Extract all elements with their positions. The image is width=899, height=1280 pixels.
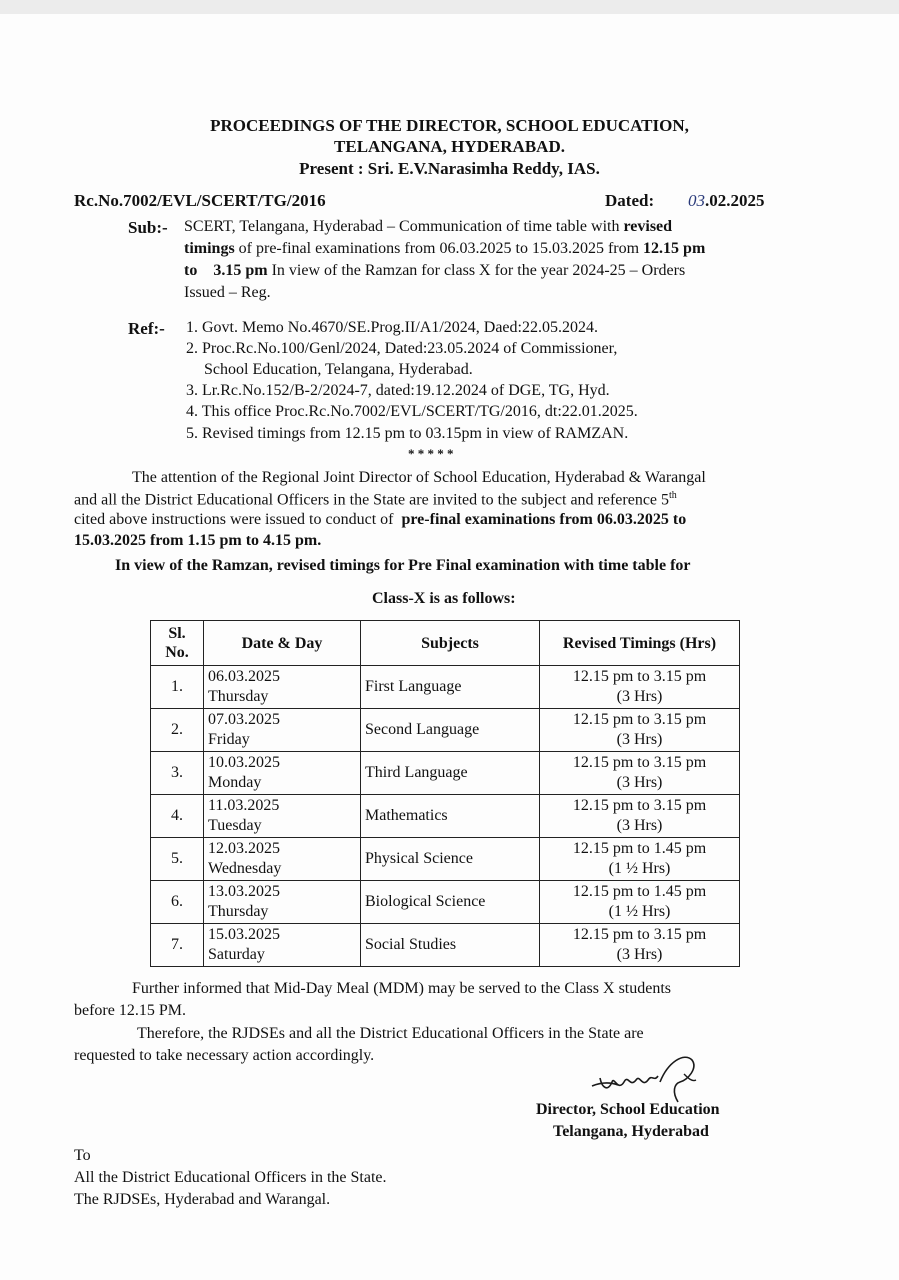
cell-sl-no: 3. [151, 752, 204, 795]
to-label: To [74, 1147, 91, 1164]
cell-revised-timing: 12.15 pm to 3.15 pm (3 Hrs) [540, 795, 740, 838]
table-row [151, 666, 740, 709]
ref-item-1: 1. Govt. Memo No.4670/SE.Prog.II/A1/2024, Daed:22.05.2024. [186, 319, 598, 336]
ref-item-5: 5. Revised timings from 12.15 pm to 03.15pm in view of RAMZAN. [186, 425, 629, 442]
signatory-title: Director, School Education [536, 1101, 720, 1118]
table-row [151, 752, 740, 795]
dated-label: Dated: [605, 191, 655, 210]
signature-image [588, 1052, 708, 1104]
header-present: Present : Sri. E.V.Narasimha Reddy, IAS. [299, 159, 600, 178]
ref-label: Ref:- [128, 319, 165, 338]
cell-date-day: 11.03.2025 Tuesday [204, 795, 361, 838]
header-date-day: Date & Day [204, 621, 361, 666]
table-row [151, 795, 740, 838]
cell-subject: First Language [361, 666, 540, 709]
timetable [150, 620, 740, 967]
cell-sl-no: 2. [151, 709, 204, 752]
dated-value [688, 191, 765, 211]
cell-date-day: 12.03.2025 Wednesday [204, 838, 361, 881]
subject-line-2: timings of pre-final examinations from 06.03.2025 to 15.03.2025 from 12.15 pm [184, 240, 706, 257]
cell-sl-no: 6. [151, 881, 204, 924]
para4-line2: requested to take necessary action accordingly. [74, 1047, 375, 1064]
reference-number: Rc.No.7002/EVL/SCERT/TG/2016 [74, 191, 326, 210]
cell-revised-timing: 12.15 pm to 3.15 pm (3 Hrs) [540, 924, 740, 967]
cell-sl-no: 5. [151, 838, 204, 881]
header-subjects: Subjects [361, 621, 540, 666]
cell-subject: Mathematics [361, 795, 540, 838]
cell-revised-timing: 12.15 pm to 3.15 pm (3 Hrs) [540, 752, 740, 795]
table-row [151, 709, 740, 752]
para1-line3: cited above instructions were issued to conduct of pre-final examinations from 06.03.2025 to [74, 511, 687, 528]
para2-line1: In view of the Ramzan, revised timings for Pre Final examination with time table for [115, 557, 691, 574]
cell-sl-no: 1. [151, 666, 204, 709]
para4-line1: Therefore, the RJDSEs and all the District Educational Officers in the State are [137, 1025, 644, 1042]
ref-item-4: 4. This office Proc.Rc.No.7002/EVL/SCERT/TG/2016, dt:22.01.2025. [186, 403, 638, 420]
para3-line2: before 12.15 PM. [74, 1002, 186, 1019]
cell-sl-no: 7. [151, 924, 204, 967]
para3-line1: Further informed that Mid-Day Meal (MDM) may be served to the Class X students [132, 980, 672, 997]
header-line-2: TELANGANA, HYDERABAD. [334, 137, 565, 156]
cell-date-day: 07.03.2025 Friday [204, 709, 361, 752]
cell-subject: Third Language [361, 752, 540, 795]
handwritten-day: 03 [688, 191, 705, 210]
cell-revised-timing: 12.15 pm to 3.15 pm (3 Hrs) [540, 709, 740, 752]
cell-subject: Social Studies [361, 924, 540, 967]
document-page [0, 14, 899, 1280]
to-line-2: The RJDSEs, Hyderabad and Warangal. [74, 1191, 331, 1208]
timetable-header-row [151, 621, 740, 666]
table-row [151, 881, 740, 924]
cell-date-day: 06.03.2025 Thursday [204, 666, 361, 709]
table-row [151, 924, 740, 967]
to-line-1: All the District Educational Officers in the State. [74, 1169, 387, 1186]
ref-item-2-cont: School Education, Telangana, Hyderabad. [204, 361, 473, 378]
para2-line2: Class-X is as follows: [372, 590, 516, 607]
cell-sl-no: 4. [151, 795, 204, 838]
cell-date-day: 13.03.2025 Thursday [204, 881, 361, 924]
header-revised-timings: Revised Timings (Hrs) [540, 621, 740, 666]
para1-line2: and all the District Educational Officers in the State are invited to the subject and reference 5th [74, 490, 677, 509]
cell-subject: Biological Science [361, 881, 540, 924]
cell-date-day: 15.03.2025 Saturday [204, 924, 361, 967]
separator-stars: * * * * * [408, 446, 454, 461]
ref-item-2: 2. Proc.Rc.No.100/Genl/2024, Dated:23.05.2024 of Commissioner, [186, 340, 618, 357]
cell-revised-timing: 12.15 pm to 1.45 pm (1 ½ Hrs) [540, 838, 740, 881]
cell-revised-timing: 12.15 pm to 1.45 pm (1 ½ Hrs) [540, 881, 740, 924]
dated-month-year: .02.2025 [705, 191, 765, 210]
ref-item-3: 3. Lr.Rc.No.152/B-2/2024-7, dated:19.12.2024 of DGE, TG, Hyd. [186, 382, 610, 399]
cell-subject: Second Language [361, 709, 540, 752]
subject-label: Sub:- [128, 218, 168, 237]
cell-subject: Physical Science [361, 838, 540, 881]
subject-line-1: SCERT, Telangana, Hyderabad – Communication of time table with revised [184, 218, 673, 235]
table-row [151, 838, 740, 881]
subject-line-4: Issued – Reg. [184, 284, 271, 301]
cell-revised-timing: 12.15 pm to 3.15 pm (3 Hrs) [540, 666, 740, 709]
para1-line1: The attention of the Regional Joint Director of School Education, Hyderabad & Warangal [132, 469, 706, 486]
subject-line-3: to 3.15 pm In view of the Ramzan for class X for the year 2024-25 – Orders [184, 262, 686, 279]
header-line-1: PROCEEDINGS OF THE DIRECTOR, SCHOOL EDUCATION, [210, 116, 689, 135]
header-sl-no: Sl. No. [151, 621, 204, 666]
cell-date-day: 10.03.2025 Monday [204, 752, 361, 795]
para1-line4: 15.03.2025 from 1.15 pm to 4.15 pm. [74, 532, 322, 549]
signatory-place: Telangana, Hyderabad [553, 1123, 709, 1140]
